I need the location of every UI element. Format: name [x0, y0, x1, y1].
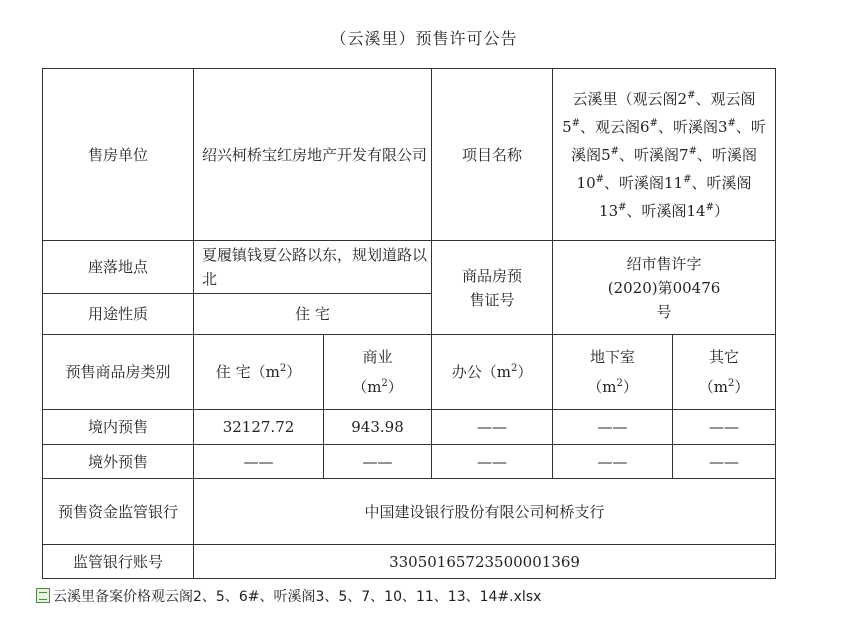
table-cell: —— — [194, 445, 324, 479]
overseas-label: 境外预售 — [43, 445, 194, 479]
location-value: 夏履镇钱夏公路以东，规划道路以北 — [194, 241, 432, 294]
category-header: 其它 $(m^2)$ — [673, 335, 776, 410]
attachment-link[interactable] — [36, 586, 541, 606]
table-row — [43, 410, 776, 445]
category-header: 商业 $(m^2)$ — [324, 335, 432, 410]
location-label: 座落地点 — [43, 241, 194, 294]
table-row — [43, 335, 776, 410]
table-cell: —— — [673, 410, 776, 445]
category-header: 地下室 $(m^2)$ — [553, 335, 673, 410]
fund-bank-label: 预售资金监管银行 — [43, 479, 194, 545]
project-label: 项目名称 — [432, 69, 553, 241]
table-cell: —— — [324, 445, 432, 479]
attachment-filename[interactable]: 云溪里备案价格观云阁2、5、6#、听溪阁3、5、7、10、11、13、14#.xlsx — [53, 589, 542, 605]
fund-bank-value: 中国建设银行股份有限公司柯桥支行 — [194, 479, 776, 545]
table-row — [43, 545, 776, 579]
project-value: 云溪里（观云阁2#、观云阁5#、观云阁6#、听溪阁3#、听溪阁5#、听溪阁7#、听溪阁10#、听溪阁11#、听溪阁13#、听溪阁14#） — [553, 69, 776, 241]
seller-label: 售房单位 — [43, 69, 194, 241]
permit-value: 绍市售许字(2020)第00476号 — [553, 241, 776, 335]
table-row — [43, 479, 776, 545]
usage-label: 用途性质 — [43, 294, 194, 335]
category-header: 住 宅$(m^2)$ — [194, 335, 324, 410]
table-cell: —— — [553, 410, 673, 445]
usage-value: 住 宅 — [194, 294, 432, 335]
table-row — [43, 241, 776, 294]
table-row — [43, 445, 776, 479]
permit-label: 商品房预售证号 — [432, 241, 553, 335]
category-header: 办公$(m^2)$ — [432, 335, 553, 410]
category-label: 预售商品房类别 — [43, 335, 194, 410]
permit-table — [42, 68, 776, 579]
table-row — [43, 69, 776, 241]
excel-file-icon — [36, 588, 50, 603]
table-cell: —— — [432, 445, 553, 479]
page-title: （云溪里）预售许可公告 — [330, 29, 518, 48]
table-cell: 943.98 — [324, 410, 432, 445]
table-cell: —— — [553, 445, 673, 479]
table-cell: —— — [432, 410, 553, 445]
table-cell: —— — [673, 445, 776, 479]
seller-value: 绍兴柯桥宝红房地产开发有限公司 — [194, 69, 432, 241]
bank-account-label: 监管银行账号 — [43, 545, 194, 579]
domestic-label: 境内预售 — [43, 410, 194, 445]
table-cell: 32127.72 — [194, 410, 324, 445]
bank-account-value: 33050165723500001369 — [194, 545, 776, 579]
